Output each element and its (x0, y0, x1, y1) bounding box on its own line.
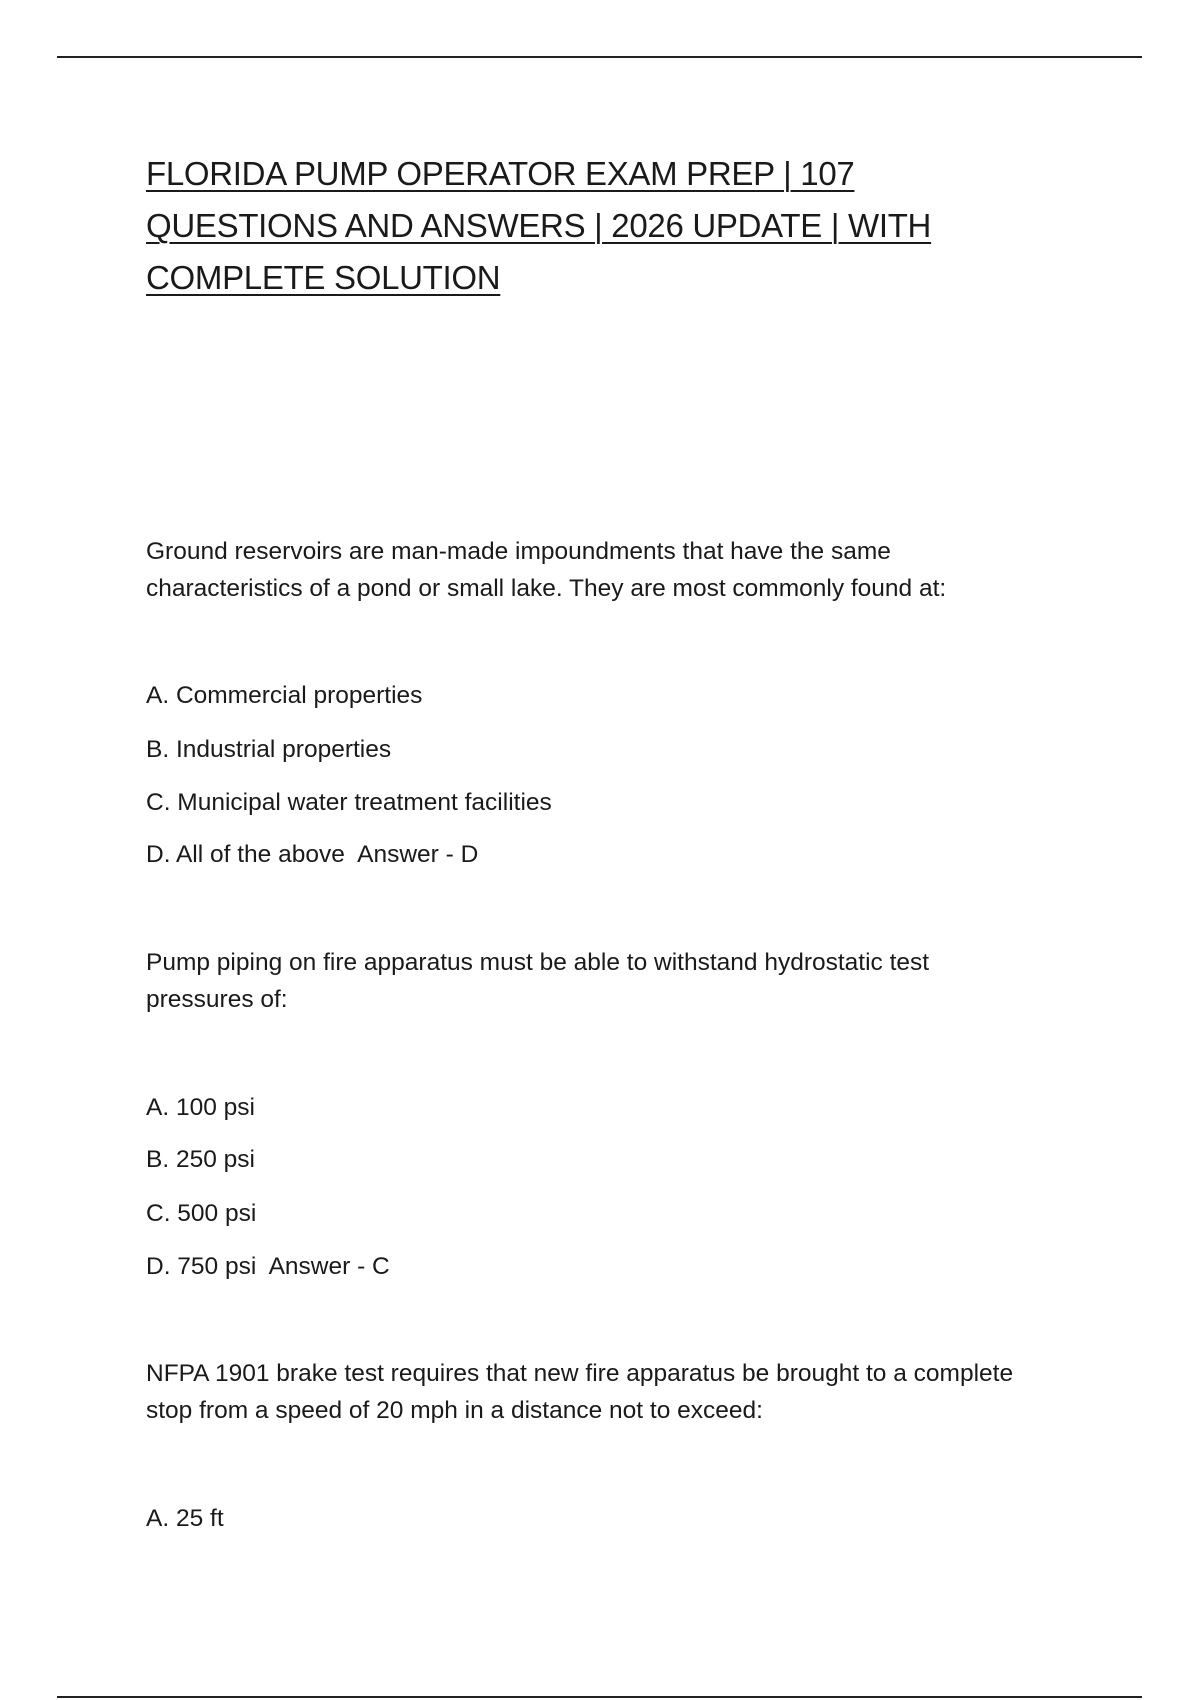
question-2-option-a: A. 100 psi (146, 1094, 255, 1121)
question-1-option-a: A. Commercial properties (146, 682, 423, 709)
question-1-text: Ground reservoirs are man-made impoundments that have the same characteristics of a pond or small lake. They are most commonly found at: (146, 538, 947, 602)
question-2-option-b: B. 250 psi (146, 1146, 255, 1173)
question-2-option-d-answer: D. 750 psi Answer - C (146, 1253, 390, 1280)
question-2-option-c: C. 500 psi (146, 1200, 257, 1227)
question-1-option-c: C. Municipal water treatment facilities (146, 789, 552, 816)
question-3-text: NFPA 1901 brake test requires that new fire apparatus be brought to a complete stop from a speed of 20 mph in a distance not to exceed: (146, 1360, 1014, 1424)
question-3-option-a: A. 25 ft (146, 1505, 224, 1532)
question-1-option-b: B. Industrial properties (146, 736, 392, 763)
header-rule (57, 56, 1142, 58)
footer-rule (57, 1696, 1142, 1698)
question-1-option-d-answer: D. All of the above Answer - D (146, 841, 479, 868)
document-title: FLORIDA PUMP OPERATOR EXAM PREP | 107 QUESTIONS AND ANSWERS | 2026 UPDATE | WITH COMPLETE SOLUTION (146, 155, 932, 296)
question-2-text: Pump piping on fire apparatus must be able to withstand hydrostatic test pressures of: (146, 949, 930, 1013)
